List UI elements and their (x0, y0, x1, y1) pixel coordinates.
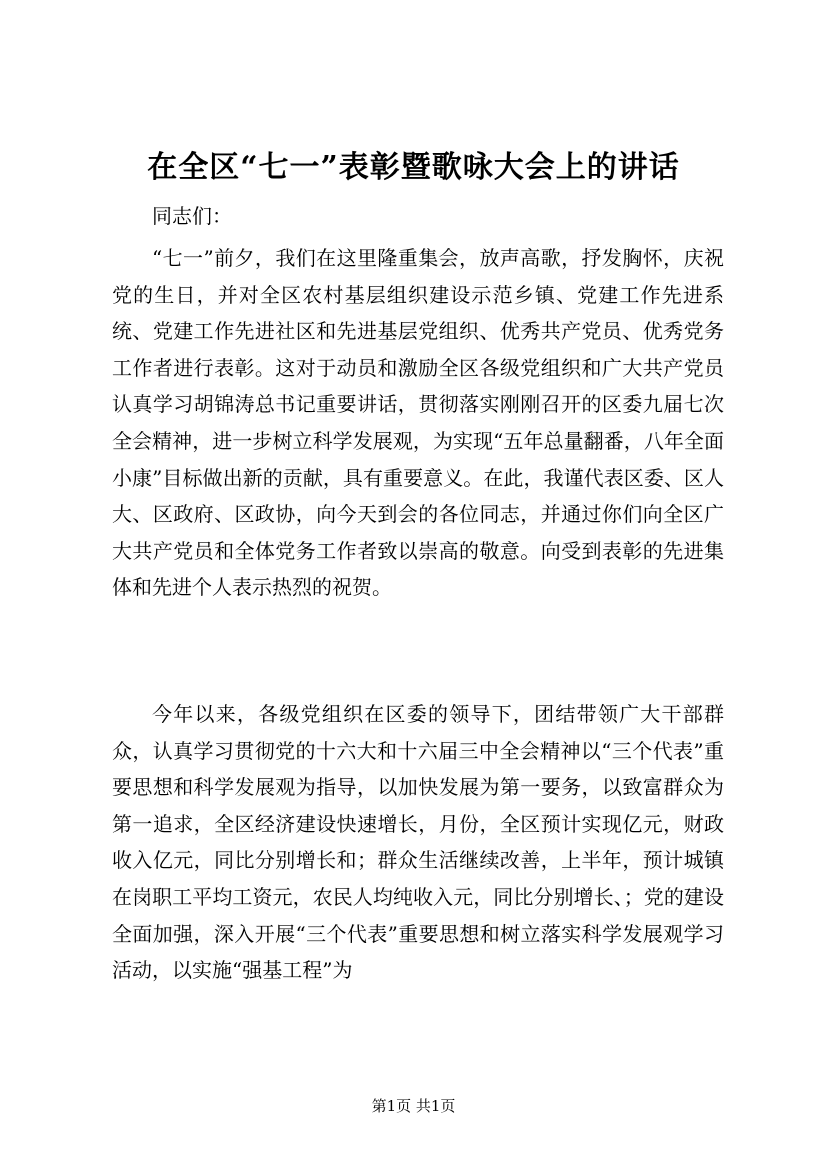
paragraph-2 (112, 696, 724, 989)
paragraph-1 (112, 240, 724, 606)
salutation: 同志们： (152, 204, 232, 228)
paragraph-text: 今年以来，各级党组织在区委的领导下，团结带领广大干部群众，认真学习贯彻党的十六大和十六届三中全会精神以“三个代表”重要思想和科学发展观为指导，以加快发展为第一要务，以致富群众为第一追求，全区经济建设快速增长，月份，全区预计实现亿元，财政收入亿元，同比分别增长和；群众生活继续改善，上半年，预计城镇在岗职工平均工资元，农民人均纯收入元，同比分别增长、；党的建设全面加强，深入开展“三个代表”重要思想和树立落实科学发展观学习活动，以实施“强基工程”为 (112, 702, 724, 983)
page-footer: 第1页 共1页 (371, 1097, 456, 1115)
document-title: 在全区“七一”表彰暨歌咏大会上的讲话 (147, 150, 680, 185)
paragraph-text: “七一”前夕，我们在这里隆重集会，放声高歌，抒发胸怀，庆祝党的生日，并对全区农村基层组织建设示范乡镇、党建工作先进系统、党建工作先进社区和先进基层党组织、优秀共产党员、优秀党务工作者进行表彰。这对于动员和激励全区各级党组织和广大共产党员认真学习胡锦涛总书记重要讲话，贯彻落实刚刚召开的区委九届七次全会精神，进一步树立科学发展观，为实现“五年总量翻番，八年全面小康”目标做出新的贡献，具有重要意义。在此，我谨代表区委、区人大、区政府、区政协，向今天到会的各位同志，并通过你们向全区广大共产党员和全体党务工作者致以崇高的敬意。向受到表彰的先进集体和先进个人表示热烈的祝贺。 (112, 246, 724, 600)
